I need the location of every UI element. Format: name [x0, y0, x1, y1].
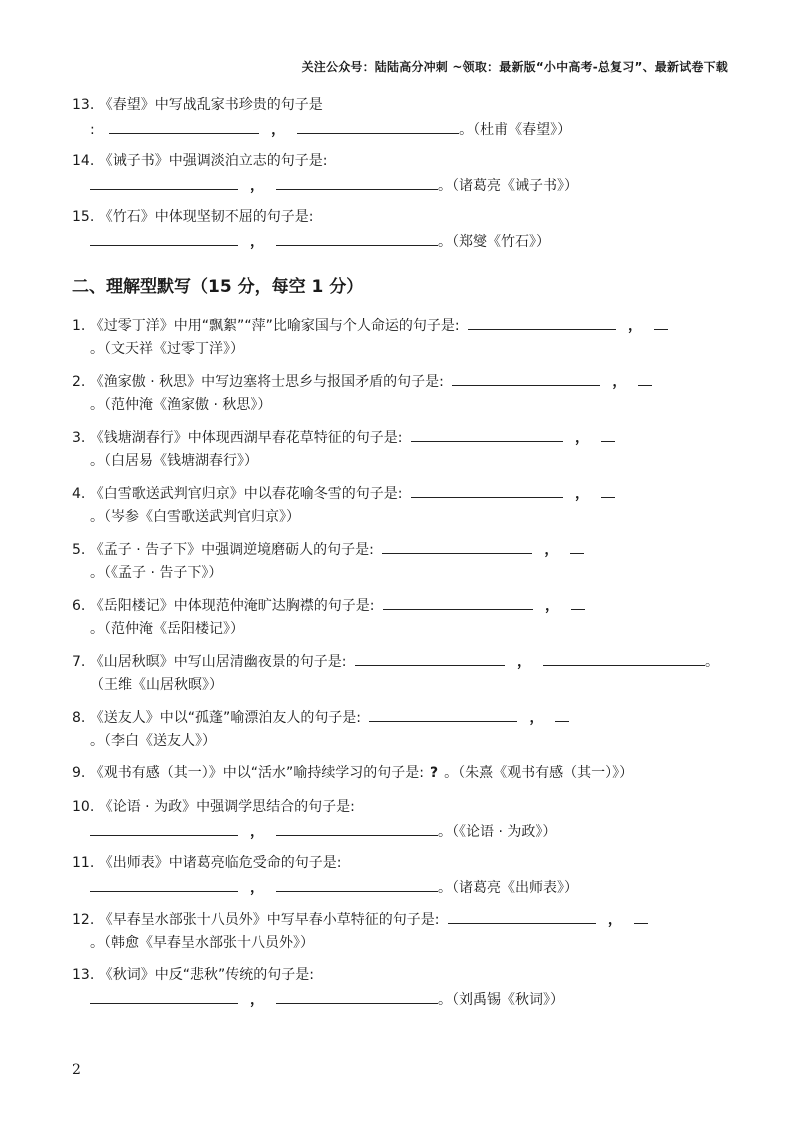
stem-text: 4. 《白雪歌送武判官归京》中以春花喻冬雪的句子是: [72, 486, 403, 502]
comma: ， [250, 178, 264, 194]
answer-blank[interactable] [90, 878, 238, 892]
answer-blank[interactable] [276, 878, 438, 892]
answer-blank[interactable] [109, 120, 259, 134]
question-11-stem: 11. 《出师表》中诸葛亮临危受命的句子是: [72, 855, 342, 871]
answer-blank[interactable] [601, 428, 615, 442]
question-14-answer-line [90, 176, 578, 195]
question-4-stem [72, 484, 615, 503]
question-8-source: 。（李白《送友人》） [90, 733, 216, 749]
stem-text: 3. 《钱塘湖春行》中体现西湖早春花草特征的句子是: [72, 430, 403, 446]
comma: ， [250, 880, 264, 896]
question-13-stem: 13. 《春望》中写战乱家书珍贵的句子是 [72, 97, 323, 113]
answer-blank[interactable] [448, 910, 596, 924]
period: 。 [438, 880, 452, 896]
comma: ， [516, 654, 531, 670]
period: 。 [438, 824, 452, 840]
answer-blank[interactable] [452, 372, 600, 386]
question-11-answer-line [90, 878, 578, 897]
answer-blank[interactable] [276, 176, 438, 190]
question-7-source: （王维《山居秋暝》） [90, 677, 223, 693]
answer-blank[interactable] [570, 540, 584, 554]
answer-blank[interactable] [468, 316, 616, 330]
question-7-stem [72, 652, 719, 671]
question-15-answer-line [90, 232, 550, 251]
source-citation: （杜甫《春望》） [473, 122, 572, 138]
question-mark: ? [430, 765, 439, 781]
question-9-stem [72, 764, 633, 782]
comma: ， [628, 318, 642, 334]
answer-blank[interactable] [297, 120, 459, 134]
source-citation: （诸葛亮《诫子书》） [452, 178, 578, 194]
question-2-stem [72, 372, 652, 391]
stem-text: 7. 《山居秋暝》中写山居清幽夜景的句子是: [72, 654, 347, 670]
answer-blank[interactable] [382, 540, 532, 554]
period: 。 [438, 178, 452, 194]
question-12-stem [72, 910, 648, 929]
comma: ， [612, 374, 627, 390]
question-13-stem: 13. 《秋词》中反“悲秋”传统的句子是: [72, 967, 314, 983]
answer-blank[interactable] [276, 990, 438, 1004]
answer-blank[interactable] [638, 372, 652, 386]
question-12-source: 。（韩愈《早春呈水部张十八员外》） [90, 935, 314, 951]
comma: ， [544, 598, 559, 614]
comma: ， [250, 824, 264, 840]
question-5-source: 。（《孟子 · 告子下》） [90, 565, 223, 581]
period: 。 [438, 234, 452, 250]
question-2-source: 。（范仲淹《渔家傲 · 秋思》） [90, 397, 272, 413]
question-10-stem: 10. 《论语 · 为政》中强调学思结合的句子是: [72, 799, 355, 815]
answer-blank[interactable] [411, 428, 563, 442]
comma: ， [250, 234, 264, 250]
question-3-stem [72, 428, 615, 447]
answer-blank[interactable] [543, 652, 705, 666]
period: 。 [438, 992, 452, 1008]
question-1-source: 。（文天祥《过零丁洋》） [90, 341, 244, 357]
comma: ， [250, 992, 264, 1008]
answer-blank[interactable] [276, 232, 438, 246]
period: 。 [704, 654, 719, 670]
stem-text: 8. 《送友人》中以“孤蓬”喻漂泊友人的句子是: [72, 710, 362, 726]
stem-text: 9. 《观书有感（其一）》中以“活水”喻持续学习的句子是: [72, 765, 425, 781]
stem-text: 5. 《孟子 · 告子下》中强调逆境磨砺人的句子是: [72, 542, 374, 558]
question-15-stem: 15. 《竹石》中体现坚韧不屈的句子是: [72, 209, 314, 225]
source-citation: （《论语 · 为政》） [452, 824, 557, 840]
source-citation: （郑燮《竹石》） [452, 234, 550, 250]
question-10-answer-line [90, 822, 556, 841]
comma: ， [574, 430, 589, 446]
question-13-answer-line [90, 120, 571, 139]
question-6-stem [72, 596, 585, 615]
answer-blank[interactable] [369, 708, 517, 722]
answer-blank[interactable] [355, 652, 505, 666]
answer-blank[interactable] [383, 596, 533, 610]
source-citation: （诸葛亮《出师表》） [452, 880, 578, 896]
comma: ， [607, 912, 622, 928]
answer-blank[interactable] [601, 484, 615, 498]
source-citation: （刘禹锡《秋词》） [452, 992, 564, 1008]
question-6-source: 。（范仲淹《岳阳楼记》） [90, 621, 244, 637]
stem-text: 1. 《过零丁洋》中用“飘絮”“萍”比喻家国与个人命运的句子是: [72, 318, 460, 334]
answer-blank[interactable] [90, 232, 238, 246]
question-4-source: 。（岑参《白雪歌送武判官归京》） [90, 509, 300, 525]
comma: ， [529, 710, 544, 726]
comma: ， [574, 486, 589, 502]
stem-text: 12. 《早春呈水部张十八员外》中写早春小草特征的句子是: [72, 912, 440, 928]
answer-blank[interactable] [90, 176, 238, 190]
answer-blank[interactable] [90, 822, 238, 836]
stem-text: 6. 《岳阳楼记》中体现范仲淹旷达胸襟的句子是: [72, 598, 375, 614]
answer-blank[interactable] [276, 822, 438, 836]
question-13-answer-line [90, 990, 564, 1009]
answer-blank[interactable] [90, 990, 238, 1004]
page-header: 关注公众号：陆陆高分冲刺 ~领取：最新版“小中高考-总复习”、最新试卷下载 [301, 60, 728, 74]
answer-blank[interactable] [654, 316, 668, 330]
answer-blank[interactable] [555, 708, 569, 722]
stem-text: 2. 《渔家傲 · 秋思》中写边塞将士思乡与报国矛盾的句子是: [72, 374, 444, 390]
page-number: 2 [72, 1062, 81, 1078]
colon: : [90, 122, 95, 138]
comma: ， [544, 542, 559, 558]
answer-blank[interactable] [411, 484, 563, 498]
question-1-stem [72, 316, 668, 335]
source-citation: 。（朱熹《观书有感（其一）》） [444, 765, 634, 781]
answer-blank[interactable] [571, 596, 585, 610]
answer-blank[interactable] [634, 910, 648, 924]
question-3-source: 。（白居易《钱塘湖春行》） [90, 453, 258, 469]
period: 。 [459, 122, 474, 138]
question-5-stem [72, 540, 584, 559]
question-14-stem: 14. 《诫子书》中强调淡泊立志的句子是: [72, 153, 328, 169]
section-title: 二、理解型默写（15 分，每空 1 分） [72, 277, 364, 297]
comma: ， [271, 122, 286, 138]
question-8-stem [72, 708, 569, 727]
